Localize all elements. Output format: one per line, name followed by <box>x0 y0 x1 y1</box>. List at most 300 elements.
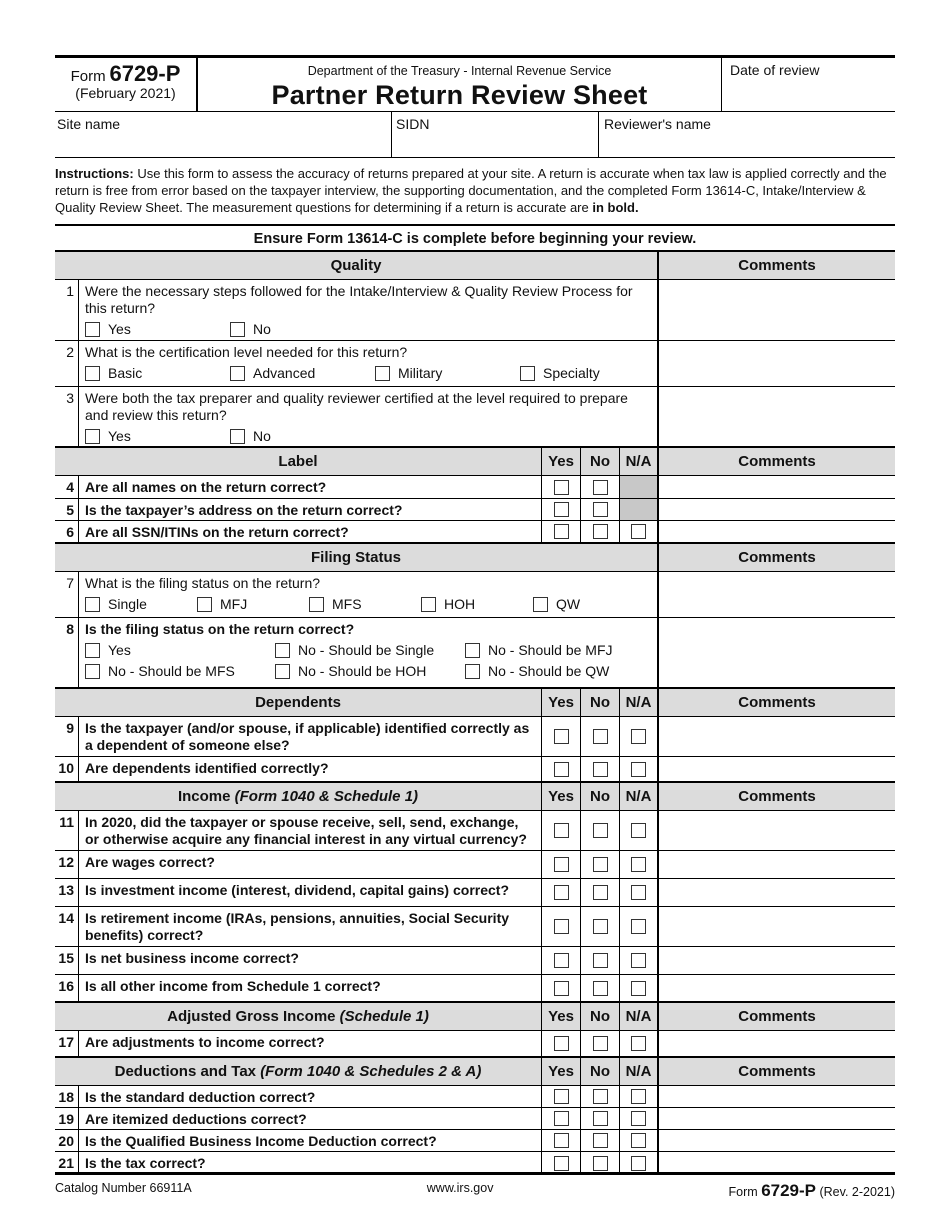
section-title-text: Deductions and Tax <box>114 1063 261 1080</box>
question-row-13 <box>55 879 895 907</box>
question-row-15 <box>55 947 895 975</box>
option-label: No - Should be Single <box>298 642 435 658</box>
question-row-20 <box>55 1130 895 1152</box>
option-label: No - Should be HOH <box>298 663 427 679</box>
site-name-label: Site name <box>57 116 121 132</box>
form-date: (February 2021) <box>75 85 176 101</box>
section-title-text: Income <box>177 788 235 805</box>
checkbox[interactable] <box>554 981 569 996</box>
yes-checkbox-cell[interactable] <box>542 907 581 946</box>
yes-checkbox-cell[interactable] <box>542 717 581 756</box>
checkbox[interactable] <box>593 729 608 744</box>
checkbox[interactable] <box>631 1133 646 1148</box>
form-header <box>55 55 895 112</box>
checkbox[interactable] <box>593 1089 608 1104</box>
option-label: Yes <box>108 428 131 444</box>
checkbox[interactable] <box>85 366 100 381</box>
checkbox[interactable] <box>593 1133 608 1148</box>
yes-checkbox-cell[interactable] <box>542 811 581 850</box>
reviewer-name-field[interactable] <box>599 112 895 157</box>
question-text: Are all SSN/ITINs on the return correct? <box>79 521 542 542</box>
footer-rev: (Rev. 2-2021) <box>816 1185 895 1199</box>
option-should-be-mfj[interactable] <box>465 642 613 659</box>
yes-checkbox-cell[interactable] <box>542 1108 581 1129</box>
no-header: No <box>581 689 620 716</box>
no-checkbox-cell[interactable] <box>581 476 620 498</box>
checkbox[interactable] <box>593 885 608 900</box>
comments-header: Comments <box>738 453 816 470</box>
checkbox[interactable] <box>197 597 212 612</box>
question-number: 7 <box>55 572 79 617</box>
date-of-review-field[interactable] <box>721 58 895 111</box>
comments-header: Comments <box>738 1063 816 1080</box>
na-checkbox-cell[interactable] <box>620 1086 659 1107</box>
form-id-block <box>55 58 198 111</box>
checkbox[interactable] <box>631 857 646 872</box>
option-label: MFS <box>332 596 362 612</box>
question-number: 11 <box>55 811 79 850</box>
na-checkbox-cell[interactable] <box>620 879 659 906</box>
question-number: 12 <box>55 851 79 878</box>
checkbox[interactable] <box>85 643 100 658</box>
footer-form-number: 6729-P <box>761 1181 817 1200</box>
question-text: Is the Qualified Business Income Deduction correct? <box>79 1130 542 1151</box>
checkbox[interactable] <box>275 643 290 658</box>
checkbox[interactable] <box>593 502 608 517</box>
question-text: Are wages correct? <box>79 851 542 878</box>
question-row-2 <box>55 341 895 387</box>
comments-cell[interactable] <box>659 387 895 446</box>
question-number: 4 <box>55 476 79 498</box>
checkbox[interactable] <box>554 919 569 934</box>
question-text: Is the taxpayer’s address on the return correct? <box>79 499 542 520</box>
checkbox[interactable] <box>593 823 608 838</box>
question-number: 1 <box>55 280 79 340</box>
option-label: Advanced <box>253 365 316 381</box>
question-number: 8 <box>55 618 79 687</box>
checkbox[interactable] <box>593 762 608 777</box>
question-text: What is the certification level needed for this return? <box>85 344 408 360</box>
question-text: Is the filing status on the return correct? <box>85 621 355 637</box>
checkbox[interactable] <box>593 981 608 996</box>
sidn-label: SIDN <box>396 116 430 132</box>
catalog-number: Catalog Number 66911A <box>55 1181 192 1195</box>
checkbox[interactable] <box>309 597 324 612</box>
checkbox[interactable] <box>631 823 646 838</box>
checkbox[interactable] <box>375 366 390 381</box>
option-yes[interactable] <box>85 321 230 338</box>
checkbox[interactable] <box>554 885 569 900</box>
comments-header: Comments <box>738 1008 816 1025</box>
checkbox[interactable] <box>631 1036 646 1051</box>
question-text: Is the taxpayer (and/or spouse, if applicable) identified correctly as a dependent of someone else? <box>79 717 542 756</box>
checkbox[interactable] <box>554 823 569 838</box>
checkbox[interactable] <box>275 664 290 679</box>
question-number: 19 <box>55 1108 79 1129</box>
option-label: QW <box>556 596 581 612</box>
checkbox[interactable] <box>631 953 646 968</box>
checkbox[interactable] <box>554 502 569 517</box>
checkbox[interactable] <box>465 664 480 679</box>
yes-checkbox-cell[interactable] <box>542 1031 581 1056</box>
checkbox[interactable] <box>554 729 569 744</box>
comments-cell[interactable] <box>659 947 895 974</box>
option-should-be-mfs[interactable] <box>85 663 275 680</box>
no-header: No <box>581 1003 620 1030</box>
question-number: 18 <box>55 1086 79 1107</box>
comments-cell[interactable] <box>659 717 895 756</box>
yes-checkbox-cell[interactable] <box>542 521 581 542</box>
option-advanced[interactable] <box>230 365 375 382</box>
checkbox[interactable] <box>230 322 245 337</box>
form-body <box>55 55 895 1174</box>
na-checkbox-cell[interactable] <box>620 947 659 974</box>
comments-cell[interactable] <box>659 499 895 520</box>
yes-checkbox-cell[interactable] <box>542 757 581 781</box>
question-number: 15 <box>55 947 79 974</box>
no-checkbox-cell[interactable] <box>581 879 620 906</box>
comments-cell[interactable] <box>659 1108 895 1129</box>
ensure-notice: Ensure Form 13614-C is complete before beginning your review. <box>55 226 895 252</box>
comments-header: Comments <box>738 257 816 274</box>
option-label: No - Should be QW <box>488 663 610 679</box>
comments-cell[interactable] <box>659 879 895 906</box>
question-row-9 <box>55 717 895 757</box>
no-checkbox-cell[interactable] <box>581 521 620 542</box>
question-number: 5 <box>55 499 79 520</box>
option-label: Military <box>398 365 443 381</box>
section-header-dependents <box>55 689 895 717</box>
no-checkbox-cell[interactable] <box>581 1152 620 1174</box>
yes-header: Yes <box>542 783 581 810</box>
na-checkbox-cell[interactable] <box>620 521 659 542</box>
instructions-bold-end: in bold. <box>592 200 639 215</box>
comments-cell[interactable] <box>659 811 895 850</box>
option-basic[interactable] <box>85 365 230 382</box>
question-row-21 <box>55 1152 895 1174</box>
no-checkbox-cell[interactable] <box>581 1031 620 1056</box>
question-text: Are all names on the return correct? <box>79 476 542 498</box>
na-header: N/A <box>620 1058 659 1085</box>
comments-cell[interactable] <box>659 757 895 781</box>
na-checkbox-cell[interactable] <box>620 975 659 1001</box>
na-checkbox-cell[interactable] <box>620 1108 659 1129</box>
section-header-agi <box>55 1003 895 1031</box>
footer-form-id <box>729 1181 895 1201</box>
question-number: 16 <box>55 975 79 1001</box>
sidn-field[interactable] <box>392 112 599 157</box>
no-checkbox-cell[interactable] <box>581 947 620 974</box>
checkbox[interactable] <box>554 524 569 539</box>
checkbox[interactable] <box>593 1111 608 1126</box>
na-header: N/A <box>620 783 659 810</box>
checkbox[interactable] <box>631 1111 646 1126</box>
option-qw[interactable] <box>533 596 580 613</box>
options <box>85 365 651 382</box>
comments-cell[interactable] <box>659 280 895 340</box>
option-label: Single <box>108 596 147 612</box>
yes-checkbox-cell[interactable] <box>542 1130 581 1151</box>
checkbox[interactable] <box>631 919 646 934</box>
comments-cell[interactable] <box>659 476 895 498</box>
options <box>85 642 651 659</box>
comments-cell[interactable] <box>659 907 895 946</box>
checkbox[interactable] <box>631 1089 646 1104</box>
question-text: Are dependents identified correctly? <box>79 757 542 781</box>
yes-header: Yes <box>542 1058 581 1085</box>
question-row-12 <box>55 851 895 879</box>
option-yes[interactable] <box>85 428 230 445</box>
instructions-text: Use this form to assess the accuracy of returns prepared at your site. A return is accurate when tax law is applied correctly and the return is free from error based on the taxpayer interview, the supporting documentation, and the completed Form 13614-C, Intake/Interview & Quality Review Sheet. The measurement questions for determining if a return is accurate are <box>55 166 887 215</box>
no-checkbox-cell[interactable] <box>581 757 620 781</box>
comments-header: Comments <box>738 788 816 805</box>
comments-cell[interactable] <box>659 1031 895 1056</box>
section-header-label <box>55 448 895 476</box>
na-checkbox-cell[interactable] <box>620 907 659 946</box>
comments-cell[interactable] <box>659 618 895 687</box>
option-should-be-qw[interactable] <box>465 663 609 680</box>
yes-header: Yes <box>542 448 581 475</box>
instructions-label: Instructions: <box>55 166 134 181</box>
question-text: Were both the tax preparer and quality reviewer certified at the level required to prepare and review this return? <box>85 390 628 423</box>
option-mfs[interactable] <box>309 596 421 613</box>
no-checkbox-cell[interactable] <box>581 907 620 946</box>
comments-header: Comments <box>738 549 816 566</box>
question-cell <box>79 387 659 446</box>
checkbox[interactable] <box>593 524 608 539</box>
checkbox[interactable] <box>85 322 100 337</box>
question-text: In 2020, did the taxpayer or spouse receive, sell, send, exchange, or otherwise acquire any financial interest in any virtual currency? <box>79 811 542 850</box>
checkbox[interactable] <box>554 1089 569 1104</box>
checkbox[interactable] <box>554 1036 569 1051</box>
question-row-1 <box>55 280 895 341</box>
na-shaded-cell <box>620 499 659 520</box>
no-checkbox-cell[interactable] <box>581 499 620 520</box>
comments-cell[interactable] <box>659 975 895 1001</box>
checkbox[interactable] <box>593 919 608 934</box>
page-footer <box>55 1172 895 1201</box>
question-row-17 <box>55 1031 895 1058</box>
yes-checkbox-cell[interactable] <box>542 499 581 520</box>
na-checkbox-cell[interactable] <box>620 757 659 781</box>
question-row-5 <box>55 499 895 521</box>
question-number: 14 <box>55 907 79 946</box>
option-single[interactable] <box>85 596 197 613</box>
footer-form-word: Form <box>728 1185 762 1199</box>
option-should-be-hoh[interactable] <box>275 663 465 680</box>
checkbox[interactable] <box>554 480 569 495</box>
question-number: 9 <box>55 717 79 756</box>
yes-checkbox-cell[interactable] <box>542 1152 581 1174</box>
question-row-4 <box>55 476 895 499</box>
section-header-deductions <box>55 1058 895 1086</box>
section-title: Dependents <box>55 689 542 716</box>
checkbox[interactable] <box>85 597 100 612</box>
option-label: Basic <box>108 365 143 381</box>
question-number: 17 <box>55 1031 79 1056</box>
checkbox[interactable] <box>533 597 548 612</box>
section-title <box>55 783 542 810</box>
no-checkbox-cell[interactable] <box>581 811 620 850</box>
na-checkbox-cell[interactable] <box>620 717 659 756</box>
question-number: 21 <box>55 1152 79 1174</box>
option-label: Specialty <box>543 365 600 381</box>
checkbox[interactable] <box>554 762 569 777</box>
checkbox[interactable] <box>554 1156 569 1171</box>
yes-checkbox-cell[interactable] <box>542 851 581 878</box>
question-number: 2 <box>55 341 79 386</box>
checkbox[interactable] <box>85 664 100 679</box>
na-checkbox-cell[interactable] <box>620 1031 659 1056</box>
comments-cell[interactable] <box>659 1152 895 1174</box>
yes-checkbox-cell[interactable] <box>542 476 581 498</box>
question-row-19 <box>55 1108 895 1130</box>
yes-checkbox-cell[interactable] <box>542 1086 581 1107</box>
page-title: Partner Return Review Sheet <box>271 80 648 110</box>
checkbox[interactable] <box>465 643 480 658</box>
checkbox[interactable] <box>593 1036 608 1051</box>
yes-header: Yes <box>542 1003 581 1030</box>
question-number: 10 <box>55 757 79 781</box>
checkbox[interactable] <box>593 953 608 968</box>
reviewer-name-label: Reviewer's name <box>604 116 711 132</box>
question-text: Were the necessary steps followed for the Intake/Interview & Quality Review Process for this return? <box>85 283 633 316</box>
no-checkbox-cell[interactable] <box>581 975 620 1001</box>
site-info-row <box>55 112 895 158</box>
checkbox[interactable] <box>421 597 436 612</box>
question-number: 3 <box>55 387 79 446</box>
checkbox[interactable] <box>554 1111 569 1126</box>
question-number: 13 <box>55 879 79 906</box>
yes-checkbox-cell[interactable] <box>542 975 581 1001</box>
question-number: 20 <box>55 1130 79 1151</box>
department: Department of the Treasury - Internal Revenue Service <box>307 64 612 78</box>
checkbox[interactable] <box>593 1156 608 1171</box>
na-checkbox-cell[interactable] <box>620 1130 659 1151</box>
question-row-7 <box>55 572 895 618</box>
form-word: Form <box>70 68 106 85</box>
options <box>85 596 651 613</box>
comments-header: Comments <box>738 694 816 711</box>
checkbox[interactable] <box>631 729 646 744</box>
comments-cell[interactable] <box>659 572 895 617</box>
checkbox[interactable] <box>631 762 646 777</box>
site-name-field[interactable] <box>55 112 392 157</box>
no-checkbox-cell[interactable] <box>581 1130 620 1151</box>
section-header-quality <box>55 252 895 280</box>
na-checkbox-cell[interactable] <box>620 811 659 850</box>
checkbox[interactable] <box>631 885 646 900</box>
option-hoh[interactable] <box>421 596 533 613</box>
question-text: Is all other income from Schedule 1 correct? <box>79 975 542 1001</box>
checkbox[interactable] <box>520 366 535 381</box>
checkbox[interactable] <box>593 480 608 495</box>
question-row-10 <box>55 757 895 783</box>
question-row-8 <box>55 618 895 689</box>
na-checkbox-cell[interactable] <box>620 1152 659 1174</box>
option-should-be-single[interactable] <box>275 642 465 659</box>
yes-checkbox-cell[interactable] <box>542 879 581 906</box>
section-title-italic: (Form 1040 & Schedules 2 & A) <box>260 1063 482 1080</box>
option-no[interactable] <box>230 428 271 445</box>
yes-checkbox-cell[interactable] <box>542 947 581 974</box>
section-title-text: Adjusted Gross Income <box>167 1008 340 1025</box>
no-checkbox-cell[interactable] <box>581 1108 620 1129</box>
no-checkbox-cell[interactable] <box>581 717 620 756</box>
question-row-14 <box>55 907 895 947</box>
na-header: N/A <box>620 689 659 716</box>
option-label: Yes <box>108 321 131 337</box>
option-label: No - Should be MFJ <box>488 642 613 658</box>
option-no[interactable] <box>230 321 271 338</box>
question-text: Are adjustments to income correct? <box>79 1031 542 1056</box>
option-mfj[interactable] <box>197 596 309 613</box>
question-row-6 <box>55 521 895 544</box>
no-checkbox-cell[interactable] <box>581 1086 620 1107</box>
section-title-italic: (Schedule 1) <box>339 1008 429 1025</box>
na-checkbox-cell[interactable] <box>620 851 659 878</box>
checkbox[interactable] <box>593 857 608 872</box>
option-label: No <box>253 321 271 337</box>
no-header: No <box>581 448 620 475</box>
checkbox[interactable] <box>554 1133 569 1148</box>
question-cell <box>79 572 659 617</box>
instructions <box>55 158 895 226</box>
question-row-18 <box>55 1086 895 1108</box>
no-header: No <box>581 1058 620 1085</box>
section-title <box>55 1003 542 1030</box>
comments-cell[interactable] <box>659 1130 895 1151</box>
option-label: No - Should be MFS <box>108 663 235 679</box>
option-military[interactable] <box>375 365 520 382</box>
comments-cell[interactable] <box>659 341 895 386</box>
option-label: No <box>253 428 271 444</box>
checkbox[interactable] <box>85 429 100 444</box>
na-shaded-cell <box>620 476 659 498</box>
na-header: N/A <box>620 448 659 475</box>
section-title: Filing Status <box>55 544 659 571</box>
checkbox[interactable] <box>554 857 569 872</box>
comments-cell[interactable] <box>659 851 895 878</box>
checkbox[interactable] <box>631 524 646 539</box>
question-row-16 <box>55 975 895 1003</box>
no-checkbox-cell[interactable] <box>581 851 620 878</box>
checkbox[interactable] <box>554 953 569 968</box>
question-cell <box>79 618 659 687</box>
question-text: Is retirement income (IRAs, pensions, annuities, Social Security benefits) correct? <box>79 907 542 946</box>
comments-cell[interactable] <box>659 1086 895 1107</box>
question-text: Is the standard deduction correct? <box>79 1086 542 1107</box>
question-cell <box>79 341 659 386</box>
question-cell <box>79 280 659 340</box>
checkbox[interactable] <box>631 1156 646 1171</box>
option-yes[interactable] <box>85 642 275 659</box>
options <box>85 321 651 338</box>
option-label: HOH <box>444 596 476 612</box>
checkbox[interactable] <box>230 366 245 381</box>
checkbox[interactable] <box>631 981 646 996</box>
options <box>85 663 651 680</box>
section-title: Quality <box>55 252 659 279</box>
comments-cell[interactable] <box>659 521 895 542</box>
question-number: 6 <box>55 521 79 542</box>
option-specialty[interactable] <box>520 365 600 382</box>
checkbox[interactable] <box>230 429 245 444</box>
section-header-income <box>55 783 895 811</box>
question-text: What is the filing status on the return? <box>85 575 321 591</box>
question-text: Is net business income correct? <box>79 947 542 974</box>
form-number: 6729-P <box>109 61 181 86</box>
